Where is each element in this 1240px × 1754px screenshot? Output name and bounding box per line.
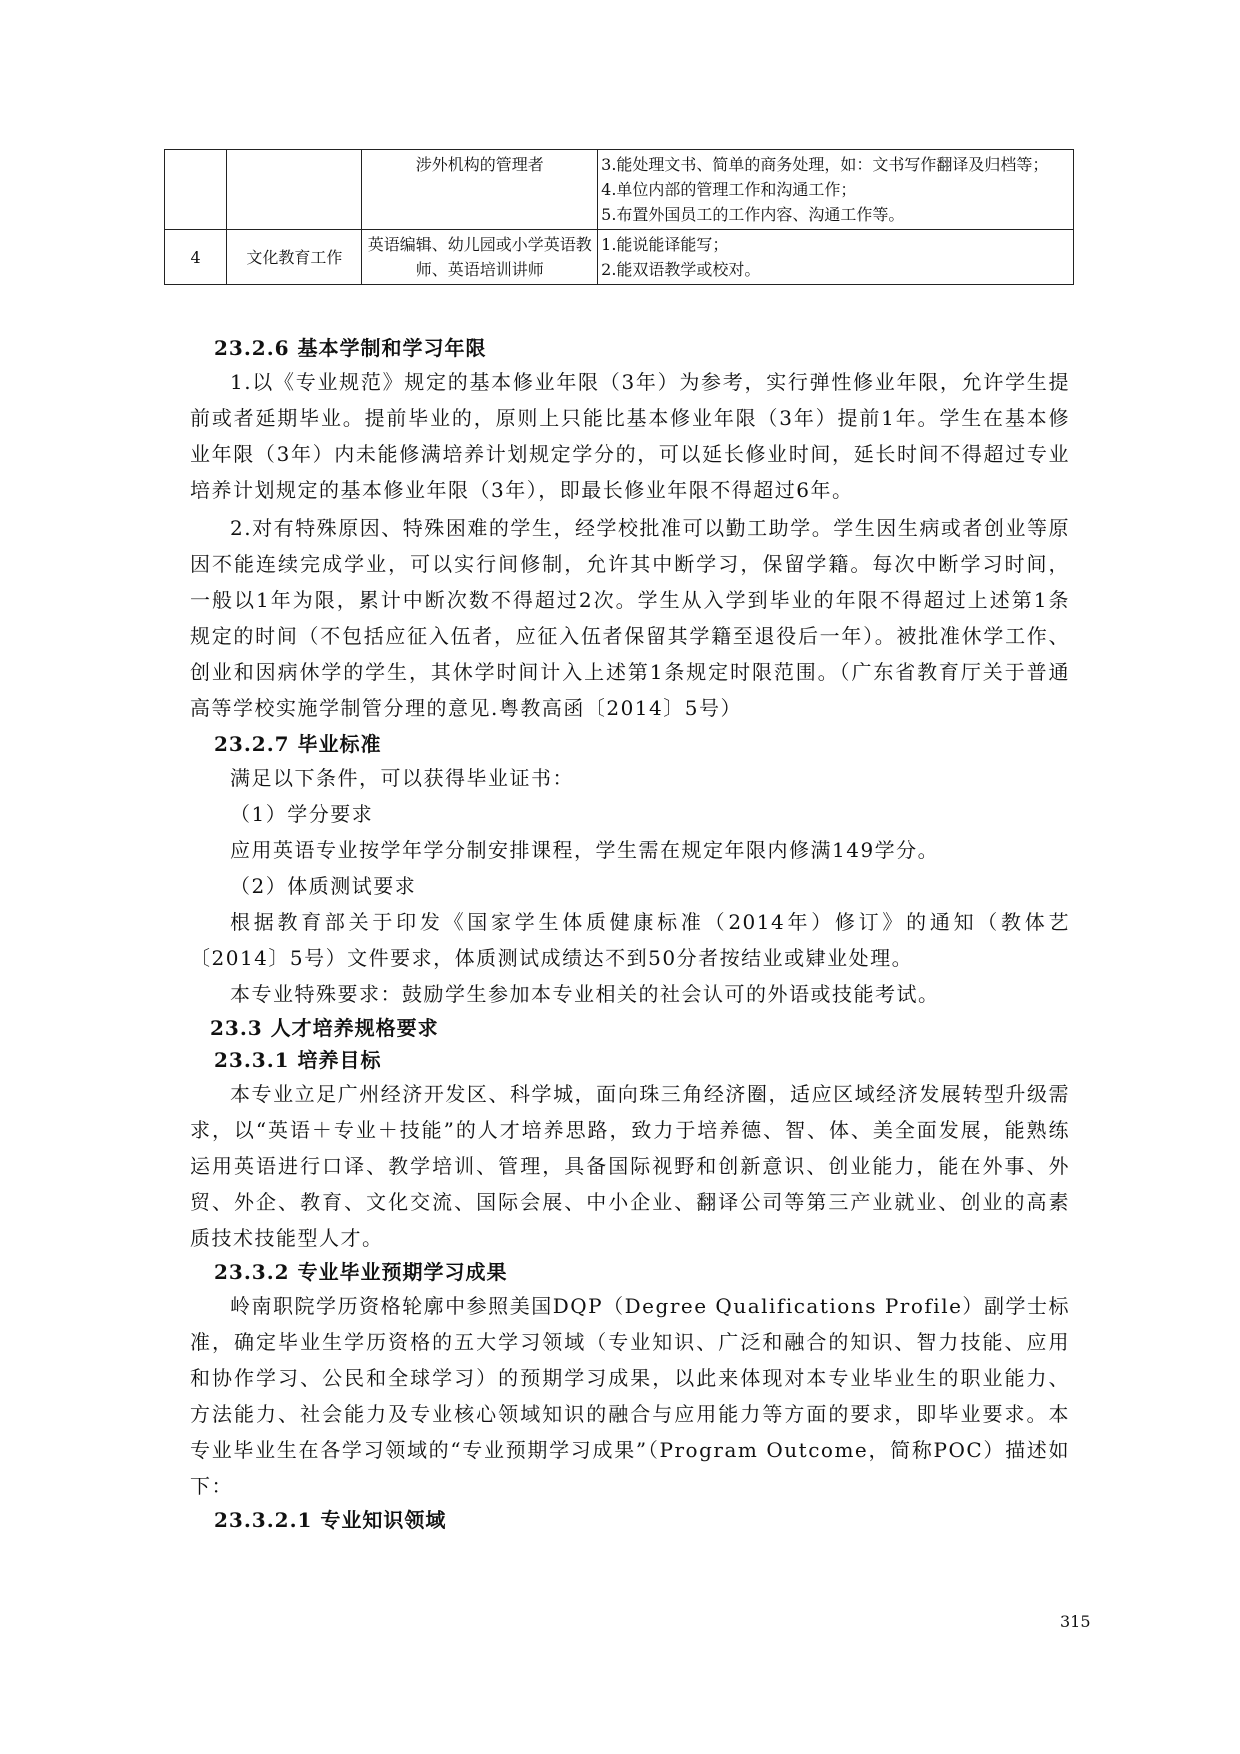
table-cell-requirements	[598, 150, 1074, 230]
table-cell-category	[227, 150, 362, 230]
paragraph: 根据教育部关于印发《国家学生体质健康标准（2014年）修订》的通知（教体艺〔2014〕5号）文件要求，体质测试成绩达不到50分者按结业或肄业处理。	[190, 910, 1070, 970]
paragraph: （2）体质测试要求	[230, 874, 417, 898]
paragraph: 本专业立足广州经济开发区、科学城，面向珠三角经济圈，适应区域经济发展转型升级需求，以“英语＋专业＋技能”的人才培养思路，致力于培养德、智、体、美全面发展，能熟练运用英语进行口译、教学培训、管理，具备国际视野和创新意识、创业能力，能在外事、外贸、外企、教育、文化交流、国际会展、中小企业、翻译公司等第三产业就业、创业的高素质技术技能型人才。	[190, 1082, 1070, 1250]
page-number: 315	[1060, 1612, 1091, 1631]
section-heading: 23.3 人才培养规格要求	[210, 1016, 439, 1040]
table-cell-position: 涉外机构的管理者	[362, 150, 598, 230]
table-cell-number: 4	[165, 230, 227, 285]
table-cell-category: 文化教育工作	[227, 230, 362, 285]
table-cell-number	[165, 150, 227, 230]
paragraph: 岭南职院学历资格轮廓中参照美国DQP（Degree Qualifications Profile）副学士标准，确定毕业生学历资格的五大学习领域（专业知识、广泛和融合的知识、智力技能、应用和协作学习、公民和全球学习）的预期学习成果，以此来体现对本专业毕业生的职业能力、方法能力、社会能力及专业核心领域知识的融合与应用能力等方面的要求，即毕业要求。本专业毕业生在各学习领域的“专业预期学习成果”（Program Outcome，简称POC）描述如下：	[190, 1294, 1070, 1498]
section-heading: 23.3.2.1 专业知识领域	[214, 1508, 447, 1532]
table-cell-requirements	[598, 230, 1074, 285]
section-heading: 23.3.2 专业毕业预期学习成果	[214, 1260, 508, 1284]
paragraph: 2.对有特殊原因、特殊困难的学生，经学校批准可以勤工助学。学生因生病或者创业等原因不能连续完成学业，可以实行间修制，允许其中断学习，保留学籍。每次中断学习时间，一般以1年为限，累计中断次数不得超过2次。学生从入学到毕业的年限不得超过上述第1条规定的时间（不包括应征入伍者，应征入伍者保留其学籍至退役后一年）。被批准休学工作、创业和因病休学的学生，其休学时间计入上述第1条规定时限范围。（广东省教育厅关于普通高等学校实施学制管分理的意见.粤教高函〔2014〕5号）	[190, 516, 1070, 720]
paragraph: （1）学分要求	[230, 802, 374, 826]
requirement-item: 2.能双语教学或校对。	[601, 260, 761, 279]
table-cell-position: 英语编辑、幼儿园或小学英语教师、英语培训讲师	[362, 230, 598, 285]
paragraph: 应用英语专业按学年学分制安排课程，学生需在规定年限内修满149学分。	[230, 838, 940, 862]
paragraph: 满足以下条件，可以获得毕业证书：	[230, 766, 574, 790]
section-heading: 23.2.6 基本学制和学习年限	[214, 336, 487, 360]
body-text	[190, 332, 1070, 1536]
job-table	[164, 149, 1074, 285]
paragraph: 本专业特殊要求：鼓励学生参加本专业相关的社会认可的外语或技能考试。	[230, 982, 940, 1006]
section-heading: 23.2.7 毕业标准	[214, 732, 382, 756]
table-row	[165, 230, 1074, 285]
table-row	[165, 150, 1074, 230]
requirement-item: 1.能说能译能写；	[601, 235, 729, 254]
requirement-item: 5.布置外国员工的工作内容、沟通工作等。	[601, 205, 905, 224]
paragraph: 1.以《专业规范》规定的基本修业年限（3年）为参考，实行弹性修业年限，允许学生提前或者延期毕业。提前毕业的，原则上只能比基本修业年限（3年）提前1年。学生在基本修业年限（3年）内未能修满培养计划规定学分的，可以延长修业时间，延长时间不得超过专业培养计划规定的基本修业年限（3年），即最长修业年限不得超过6年。	[190, 370, 1070, 502]
section-heading: 23.3.1 培养目标	[214, 1048, 382, 1072]
requirement-item: 4.单位内部的管理工作和沟通工作；	[601, 180, 857, 199]
requirement-item: 3.能处理文书、简单的商务处理，如：文书写作翻译及归档等；	[601, 155, 1049, 174]
